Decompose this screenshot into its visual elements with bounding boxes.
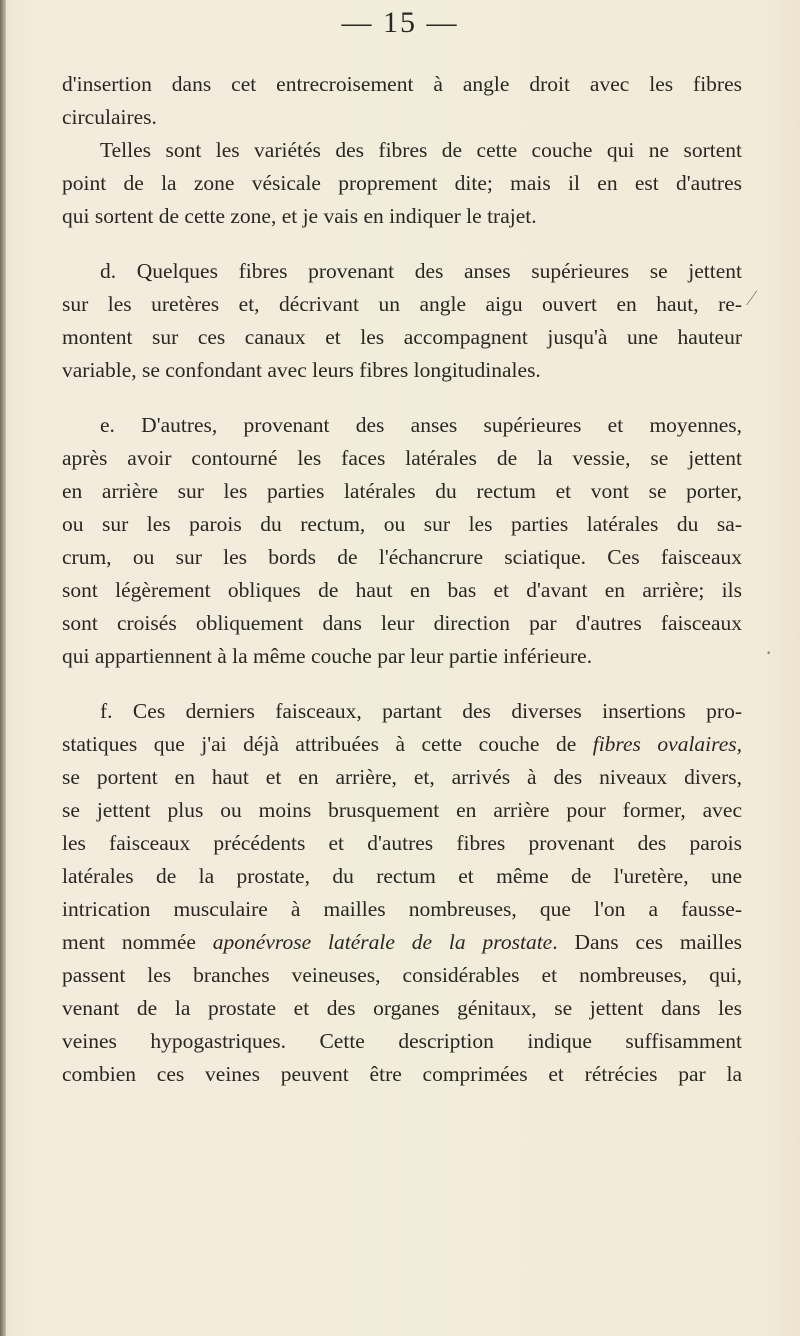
text-line: en arrière sur les parties latérales du rectum et vont se porter, <box>62 479 742 503</box>
italic-term: aponévrose latérale de la prostate <box>212 930 553 954</box>
text-line: venant de la prostate et des organes génitaux, se jettent dans les <box>62 996 742 1020</box>
text-line: e. D'autres, provenant des anses supérieures et moyennes, <box>100 413 742 437</box>
text-line: intrication musculaire à mailles nombreuses, que l'on a fausse- <box>62 897 742 921</box>
text-line: qui sortent de cette zone, et je vais en indiquer le trajet. <box>62 204 537 228</box>
text-line: veines hypogastriques. Cette description indique suffisamment <box>62 1029 742 1053</box>
text-line: montent sur ces canaux et les accompagnent jusqu'à une hauteur <box>62 325 742 349</box>
text-segment: ment nommée <box>62 930 213 954</box>
text-line: combien ces veines peuvent être comprimées et rétrécies par la <box>62 1062 742 1086</box>
paragraph-d <box>62 255 742 387</box>
text-line: circulaires. <box>62 105 157 129</box>
text-line: se jettent plus ou moins brusquement en arrière pour former, avec <box>62 798 742 822</box>
text-line: variable, se confondant avec leurs fibres longitudinales. <box>62 358 541 382</box>
page-number-header: — 15 — <box>341 6 459 39</box>
text-line: passent les branches veineuses, considérables et nombreuses, qui, <box>62 963 742 987</box>
text-line: sont légèrement obliques de haut en bas et d'avant en arrière; ils <box>62 578 742 602</box>
text-line: sur les uretères et, décrivant un angle aigu ouvert en haut, re- <box>62 292 742 316</box>
text-line: f. Ces derniers faisceaux, partant des diverses insertions pro- <box>100 699 742 723</box>
italic-term: fibres ovalaires, <box>592 732 742 756</box>
text-line <box>62 926 742 959</box>
text-segment: . Dans ces mailles <box>552 930 742 954</box>
margin-ink-mark: · <box>765 640 773 665</box>
text-line: crum, ou sur les bords de l'échancrure sciatique. Ces faisceaux <box>62 545 742 569</box>
text-line: après avoir contourné les faces latérales de la vessie, se jettent <box>62 446 742 470</box>
text-line <box>62 728 742 761</box>
text-line: d'insertion dans cet entrecroisement à angle droit avec les fibres <box>62 72 742 96</box>
text-line: ou sur les parois du rectum, ou sur les parties latérales du sa- <box>62 512 742 536</box>
text-line: latérales de la prostate, du rectum et même de l'uretère, une <box>62 864 742 888</box>
page-spine-shadow <box>0 0 6 1336</box>
text-line: qui appartiennent à la même couche par leur partie inférieure. <box>62 644 593 668</box>
body-text <box>62 68 742 1091</box>
margin-ink-mark: ⁄ <box>750 285 754 310</box>
text-line: d. Quelques fibres provenant des anses supérieures se jettent <box>100 259 742 283</box>
paragraph-f <box>62 695 742 1091</box>
text-line: point de la zone vésicale proprement dite; mais il en est d'autres <box>62 171 742 195</box>
text-line: sont croisés obliquement dans leur direction par d'autres faisceaux <box>62 611 742 635</box>
paragraph-1 <box>62 68 742 134</box>
paragraph-e <box>62 409 742 673</box>
text-line: les faisceaux précédents et d'autres fibres provenant des parois <box>62 831 742 855</box>
text-line: Telles sont les variétés des fibres de cette couche qui ne sortent <box>100 138 742 162</box>
text-segment: statiques que j'ai déjà attribuées à cette couche de <box>62 732 593 756</box>
paragraph-2 <box>62 134 742 233</box>
text-line: se portent en haut et en arrière, et, arrivés à des niveaux divers, <box>62 765 742 789</box>
